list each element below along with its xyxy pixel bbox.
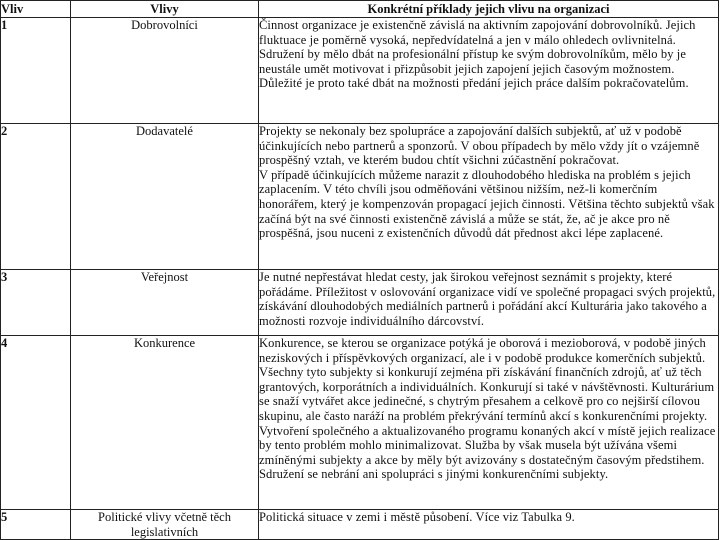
table-row	[1, 510, 719, 540]
row-number: 2	[1, 124, 71, 270]
row-example	[259, 336, 719, 510]
example-text: Politická situace v zemi i městě působení. Více viz Tabulka 9.	[259, 510, 575, 524]
row-example	[259, 270, 719, 336]
table-row	[1, 18, 719, 124]
influence-line-1: Politické vlivy včetně těch	[98, 510, 231, 524]
example-text-continued: Sdružení se nebrání ani spolupráci s jinými konkurenčními subjekty.	[259, 467, 609, 482]
row-number: 1	[1, 18, 71, 124]
header-influence: Vlivy	[71, 1, 259, 18]
influence-line-2: legislativních	[130, 524, 199, 539]
header-examples: Konkrétní příklady jejich vlivu na organizaci	[259, 1, 719, 18]
row-number: 3	[1, 270, 71, 336]
row-influence: Konkurence	[71, 336, 259, 510]
table-row	[1, 270, 719, 336]
example-text: Činnost organizace je existenčně závislá na aktivním zapojování dobrovolníků. Jejich fluktuace je poměrně vysoká, nepředvídatelná a jen v málo ohledech ovlivnitelná. Sdružení by mělo dbát na profesionální přístup ke svým dobrovolníkům, mělo by je neustále umět motivovat i přizpůsobit jejich zapojení jejich časovým možnostem. Důležité je proto také dbát na možnosti předání jejich práce dalším pokračovatelům.	[259, 18, 696, 91]
row-number: 4	[1, 336, 71, 510]
row-example	[259, 124, 719, 270]
table-row	[1, 124, 719, 270]
example-text: Projekty se nekonaly bez spolupráce a zapojování dalších subjektů, ať už v podobě účinkujících nebo partnerů a sponzorů. V obou případech by mělo vždy jít o vzájemně prospěšný vztah, ve kterém budou chtít všichni zúčastnění pokračovat.	[259, 124, 700, 168]
header-row	[1, 1, 719, 18]
example-text-continued: V případě účinkujících můžeme narazit z dlouhodobého hlediska na problém s jejich zaplacením. V této chvíli jsou odměňováni většinou nižším, než-li komerčním honorářem, který je kompenzován propagací jejich činnosti. Většina těchto subjektů však začíná být na své činnosti existenčně závislá a může se stát, že, ač je akce pro ně prospěšná, jsou nuceni z existenčních důvodů dát přednost akci lépe zaplacené.	[259, 167, 715, 241]
row-example	[259, 18, 719, 124]
row-influence: Dodavatelé	[71, 124, 259, 270]
example-text: Konkurence, se kterou se organizace potýká je oborová i mezioborová, v podobě jiných neziskových i příspěvkových organizací, ale i v podobě produkce komerčních subjektů. Všechny tyto subjekty si konkurují zejména při získávání finančních zdrojů, ať už těch grantových, korporátních a individuálních. Konkurují si také v návštěvnosti. Kulturárium se snaží vytvářet akce jedinečné, s chytrým přesahem a celkově pro co nejširší cílovou skupinu, ale často naráží na problém překrývání termínů akcí s konkurenčními projekty. Vytvoření společného a aktualizovaného programu konaných akcí v místě jejich realizace by tento problém mohlo minimalizovat. Služba by však musela být užívána všemi zmíněnými subjekty a akce by měly být avizovány s dostatečným časovým předstihem.	[259, 336, 716, 467]
row-number: 5	[1, 510, 71, 540]
table-body	[1, 18, 719, 540]
row-example	[259, 510, 719, 540]
header-number: Vliv	[1, 1, 71, 18]
example-text: Je nutné nepřestávat hledat cesty, jak širokou veřejnost seznámit s projekty, které pořádáme. Příležitost v oslovování organizace vidí ve společné propagaci svých projektů, získávání dlouhodobých mediálních partnerů i pořádání akcí Kulturária jako takového a možnosti rozvoje individuálního dárcovství.	[259, 270, 716, 328]
row-influence: Dobrovolníci	[71, 18, 259, 124]
table-header	[1, 1, 719, 18]
table-row	[1, 336, 719, 510]
row-influence	[71, 510, 259, 540]
row-influence: Veřejnost	[71, 270, 259, 336]
